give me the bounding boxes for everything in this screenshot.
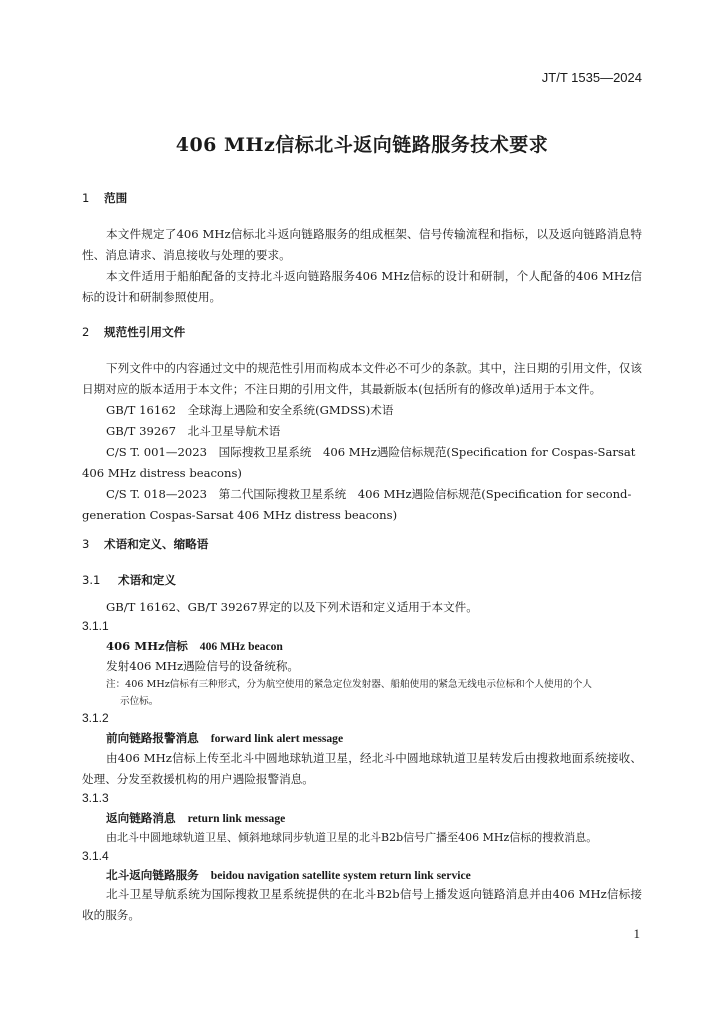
subsection-title: 术语和定义 <box>118 573 176 587</box>
subsection-3-1-intro: GB/T 16162、GB/T 39267界定的以及下列术语和定义适用于本文件。 <box>106 600 478 614</box>
section-1-heading <box>82 188 642 209</box>
page-number: 1 <box>633 926 640 941</box>
section-title: 范围 <box>104 191 128 205</box>
section-1-paragraph-1: 本文件规定了406 MHz信标北斗返向链路服务的组成框架、信号传输流程和指标，以及返向链路消息特性、消息请求、消息接收与处理的要求。 <box>82 227 642 262</box>
term-en: forward link alert message <box>210 732 344 745</box>
term-zh: 返向链路消息 <box>106 811 176 825</box>
term-heading <box>82 636 666 657</box>
term-heading <box>82 808 666 829</box>
subsection-number: 3.1 <box>82 573 101 587</box>
section-1-paragraph-2: 本文件适用于船舶配备的支持北斗返向链路服务406 MHz信标的设计和研制，个人配备的406 MHz信标的设计和研制参照使用。 <box>82 269 642 304</box>
section-title: 术语和定义、缩略语 <box>104 537 209 551</box>
term-heading <box>82 865 666 886</box>
term-en: beidou navigation satellite system return link service <box>210 869 471 882</box>
term-number: 3.1.1 <box>82 619 109 633</box>
reference-item: C/S T. 018—2023 第二代国际搜救卫星系统 406 MHz遇险信标规范(Specification for second-generation Cospas-Sarsat 406 MHz distress beacons) <box>82 487 632 522</box>
section-3-heading <box>82 534 642 555</box>
term-heading <box>82 728 666 749</box>
standard-code: JT/T 1535—2024 <box>541 70 642 85</box>
section-2-paragraph-1: 下列文件中的内容通过文中的规范性引用而构成本文件必不可少的条款。其中，注日期的引用文件，仅该日期对应的版本适用于本文件；不注日期的引用文件，其最新版本(包括所有的修改单)适用于本文件。 <box>82 361 642 396</box>
term-note-line-1: 注：406 MHz信标有三种形式，分为航空使用的紧急定位发射器、船舶使用的紧急无线电示位标和个人使用的个人 <box>106 679 592 690</box>
term-number: 3.1.3 <box>82 791 109 805</box>
term-definition: 由406 MHz信标上传至北斗中圆地球轨道卫星，经北斗中圆地球轨道卫星转发后由搜救地面系统接收、处理、分发至救援机构的用户遇险报警消息。 <box>82 751 642 786</box>
section-number: 2 <box>82 325 90 339</box>
term-note-line-2: 示位标。 <box>120 696 159 707</box>
subsection-3-1-heading <box>82 570 642 591</box>
term-number: 3.1.4 <box>82 849 109 863</box>
term-zh: 前向链路报警消息 <box>106 731 199 745</box>
section-2-heading <box>82 322 642 343</box>
term-zh: 406 MHz信标 <box>106 639 188 653</box>
reference-item: C/S T. 001—2023 国际搜救卫星系统 406 MHz遇险信标规范(Specification for Cospas-Sarsat 406 MHz distress beacons) <box>82 445 636 480</box>
section-number: 1 <box>82 191 90 205</box>
reference-item: GB/T 16162 全球海上遇险和安全系统(GMDSS)术语 <box>106 403 394 417</box>
term-number: 3.1.2 <box>82 711 109 725</box>
term-definition: 由北斗中圆地球轨道卫星、倾斜地球同步轨道卫星的北斗B2b信号广播至406 MHz信标的搜救消息。 <box>106 831 598 844</box>
document-title: 406 MHz信标北斗返向链路服务技术要求 <box>175 134 549 156</box>
section-number: 3 <box>82 537 90 551</box>
term-en: return link message <box>187 812 286 825</box>
term-definition: 发射406 MHz遇险信号的设备统称。 <box>106 659 300 673</box>
term-zh: 北斗返向链路服务 <box>106 868 199 882</box>
term-en: 406 MHz beacon <box>199 640 283 653</box>
section-title: 规范性引用文件 <box>104 325 186 339</box>
term-note <box>82 676 666 710</box>
term-definition: 北斗卫星导航系统为国际搜救卫星系统提供的在北斗B2b信号上播发返向链路消息并由406 MHz信标接收的服务。 <box>82 887 642 922</box>
reference-item: GB/T 39267 北斗卫星导航术语 <box>106 424 281 438</box>
